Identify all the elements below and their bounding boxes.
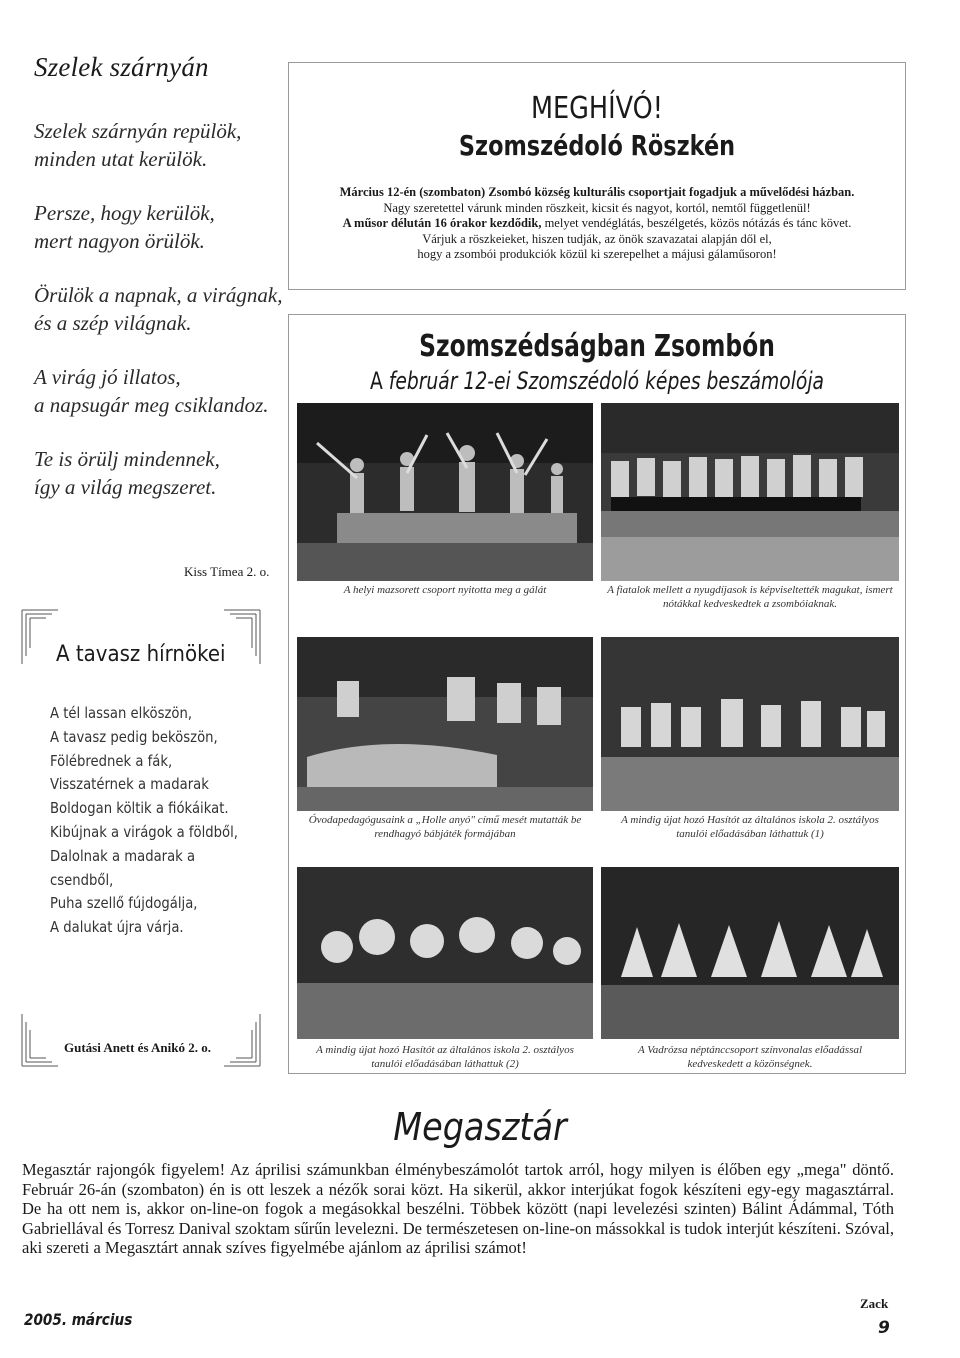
invitation-line-bold: A műsor délután 16 órakor kezdődik,: [342, 216, 542, 231]
article-signature: Zack: [860, 1296, 889, 1311]
invitation-line: [303, 216, 891, 232]
poem-line: a napsugár meg csiklandoz.: [34, 393, 269, 417]
poem-stanza: [34, 445, 284, 501]
article-body: Megasztár rajongók figyelem! Az áprilisi számunkban élménybeszámolót tartok arról, hogy milyen is élőben egy „mega" döntő. Február 26-án (szombaton) én is ott leszek a nézők sorai közt. Ha sikerül, akkor interjúkat fogok készíteni egy-egy magasztárral. De ha ott nem is, akkor on-line-on fogok a megásokkal beszélni. Többek között (napi levelezési szinten) Bálint Ádámmal, Tóth Gabriellával és Torresz Danival szoktam sűrűn levelezni. De természetesen on-line-on mássokkal is tudok interjút készíteni. Szóval, aki szereti a Megasztárt annak szíves figyelmébe ajánlom az áprilisi számot!: [22, 1160, 894, 1257]
poem-line: Szelek szárnyán repülök,: [34, 119, 242, 143]
poem-line: Te is örülj mindennek,: [34, 447, 220, 471]
photo-caption: A helyi mazsorett csoport nyitotta meg a gálát: [343, 584, 547, 596]
invitation-heading: MEGHÍVÓ!: [531, 91, 663, 126]
poem-author: Kiss Tímea 2. o.: [184, 564, 270, 579]
poem-stanza: [34, 199, 284, 255]
footer-date: 2005. március: [24, 1310, 133, 1329]
poem-line: csendből,: [50, 870, 114, 889]
gallery-subheading-prefix: A: [369, 367, 389, 395]
poem-line: Puha szellő fújdogálja,: [50, 894, 198, 913]
poem-line: Örülök a napnak, a virágnak,: [34, 283, 283, 307]
photo-school-kids-2: [297, 867, 593, 1039]
poem-line: Fölébrednek a fák,: [50, 751, 173, 770]
invitation-line-rest: melyet vendéglátás, beszélgetés, közös nótázás és tánc követ.: [541, 216, 852, 231]
poem-stanza: [34, 281, 284, 337]
photo-caption: A Vadrózsa néptánccsoport színvonalas előadással kedveskedett a közönségnek.: [637, 1044, 863, 1070]
poem-line: minden utat kerülök.: [34, 147, 208, 171]
poem-line: mert nagyon örülök.: [34, 229, 205, 253]
poem-title: Szelek szárnyán: [34, 52, 209, 82]
gallery-subheading: [357, 367, 837, 395]
poem-line: Visszatérnek a madarak: [50, 775, 209, 794]
gallery-box: [288, 314, 906, 1074]
gallery-heading: Szomszédságban Zsombón: [419, 329, 775, 364]
photo-caption: Óvodapedagógusaink a „Holle anyó" című mesét mutatták be rendhagyó bábjáték formájában: [308, 814, 582, 840]
poem-line: Dalolnak a madarak a: [50, 846, 196, 865]
poem-line: Persze, hogy kerülök,: [34, 201, 215, 225]
photo-caption: A fiatalok mellett a nyugdíjasok is képviseltették magukat, ismert nótákkal kedveskedtek a zsombóiaknak.: [607, 584, 893, 610]
poem-line: A tél lassan elköszön,: [50, 704, 193, 722]
poem-line: A virág jó illatos,: [34, 365, 181, 389]
invitation-subheading: Szomszédoló Röszkén: [458, 129, 736, 162]
gallery-subheading-italic: február 12-ei Szomszédoló képes beszámolója: [388, 367, 825, 395]
photo-caption: A mindig újat hozó Hasítót az általános iskola 2. osztályos tanulói előadásában láthattuk (1): [621, 814, 879, 840]
invitation-line: Várjuk a röszkeieket, hiszen tudják, az önök szavazatai alapján dől el,: [422, 231, 772, 246]
poem-title: A tavasz hírnökei: [56, 642, 226, 667]
photo-majorettes: [297, 403, 593, 581]
poem-line: és a szép világnak.: [34, 311, 192, 335]
photo-choir: [601, 403, 899, 581]
poem-line: A tavasz pedig beköszön,: [50, 727, 218, 746]
invitation-line: hogy a zsombói produkciók közül ki szerepelhet a májusi gálaműsoron!: [417, 247, 777, 262]
invitation-line: Nagy szeretettel várunk minden röszkeit, kicsit és nagyot, kortól, nemtől függetlenül!: [383, 200, 811, 215]
invitation-body: [303, 185, 891, 263]
photo-caption: A mindig újat hozó Hasítót az általános iskola 2. osztályos tanulói előadásában láthattuk (2): [316, 1044, 574, 1070]
poem-line: A dalukat újra várja.: [50, 918, 184, 937]
poem-stanza: [34, 363, 284, 419]
poem-line: így a világ megszeret.: [34, 475, 217, 499]
poem-author: Gutási Anett és Anikó 2. o.: [64, 1040, 211, 1055]
invitation-box: [288, 62, 906, 290]
poem-line: Boldogan költik a fiókáikat.: [50, 799, 229, 818]
page-number: 9: [878, 1318, 890, 1338]
photo-school-kids-1: [601, 637, 899, 811]
poem-body: [50, 702, 250, 940]
article-title: Megasztár: [393, 1105, 567, 1149]
invitation-line: Március 12-én (szombaton) Zsombó község kulturális csoportjait fogadjuk a művelődési házban.: [339, 185, 855, 199]
poem-szelek-szarnyan: [34, 52, 284, 579]
photo-folk-dance: [601, 867, 899, 1039]
poem-stanza: [34, 117, 284, 173]
poem-line: Kibújnak a virágok a földből,: [50, 822, 238, 841]
photo-puppet-show: [297, 637, 593, 811]
